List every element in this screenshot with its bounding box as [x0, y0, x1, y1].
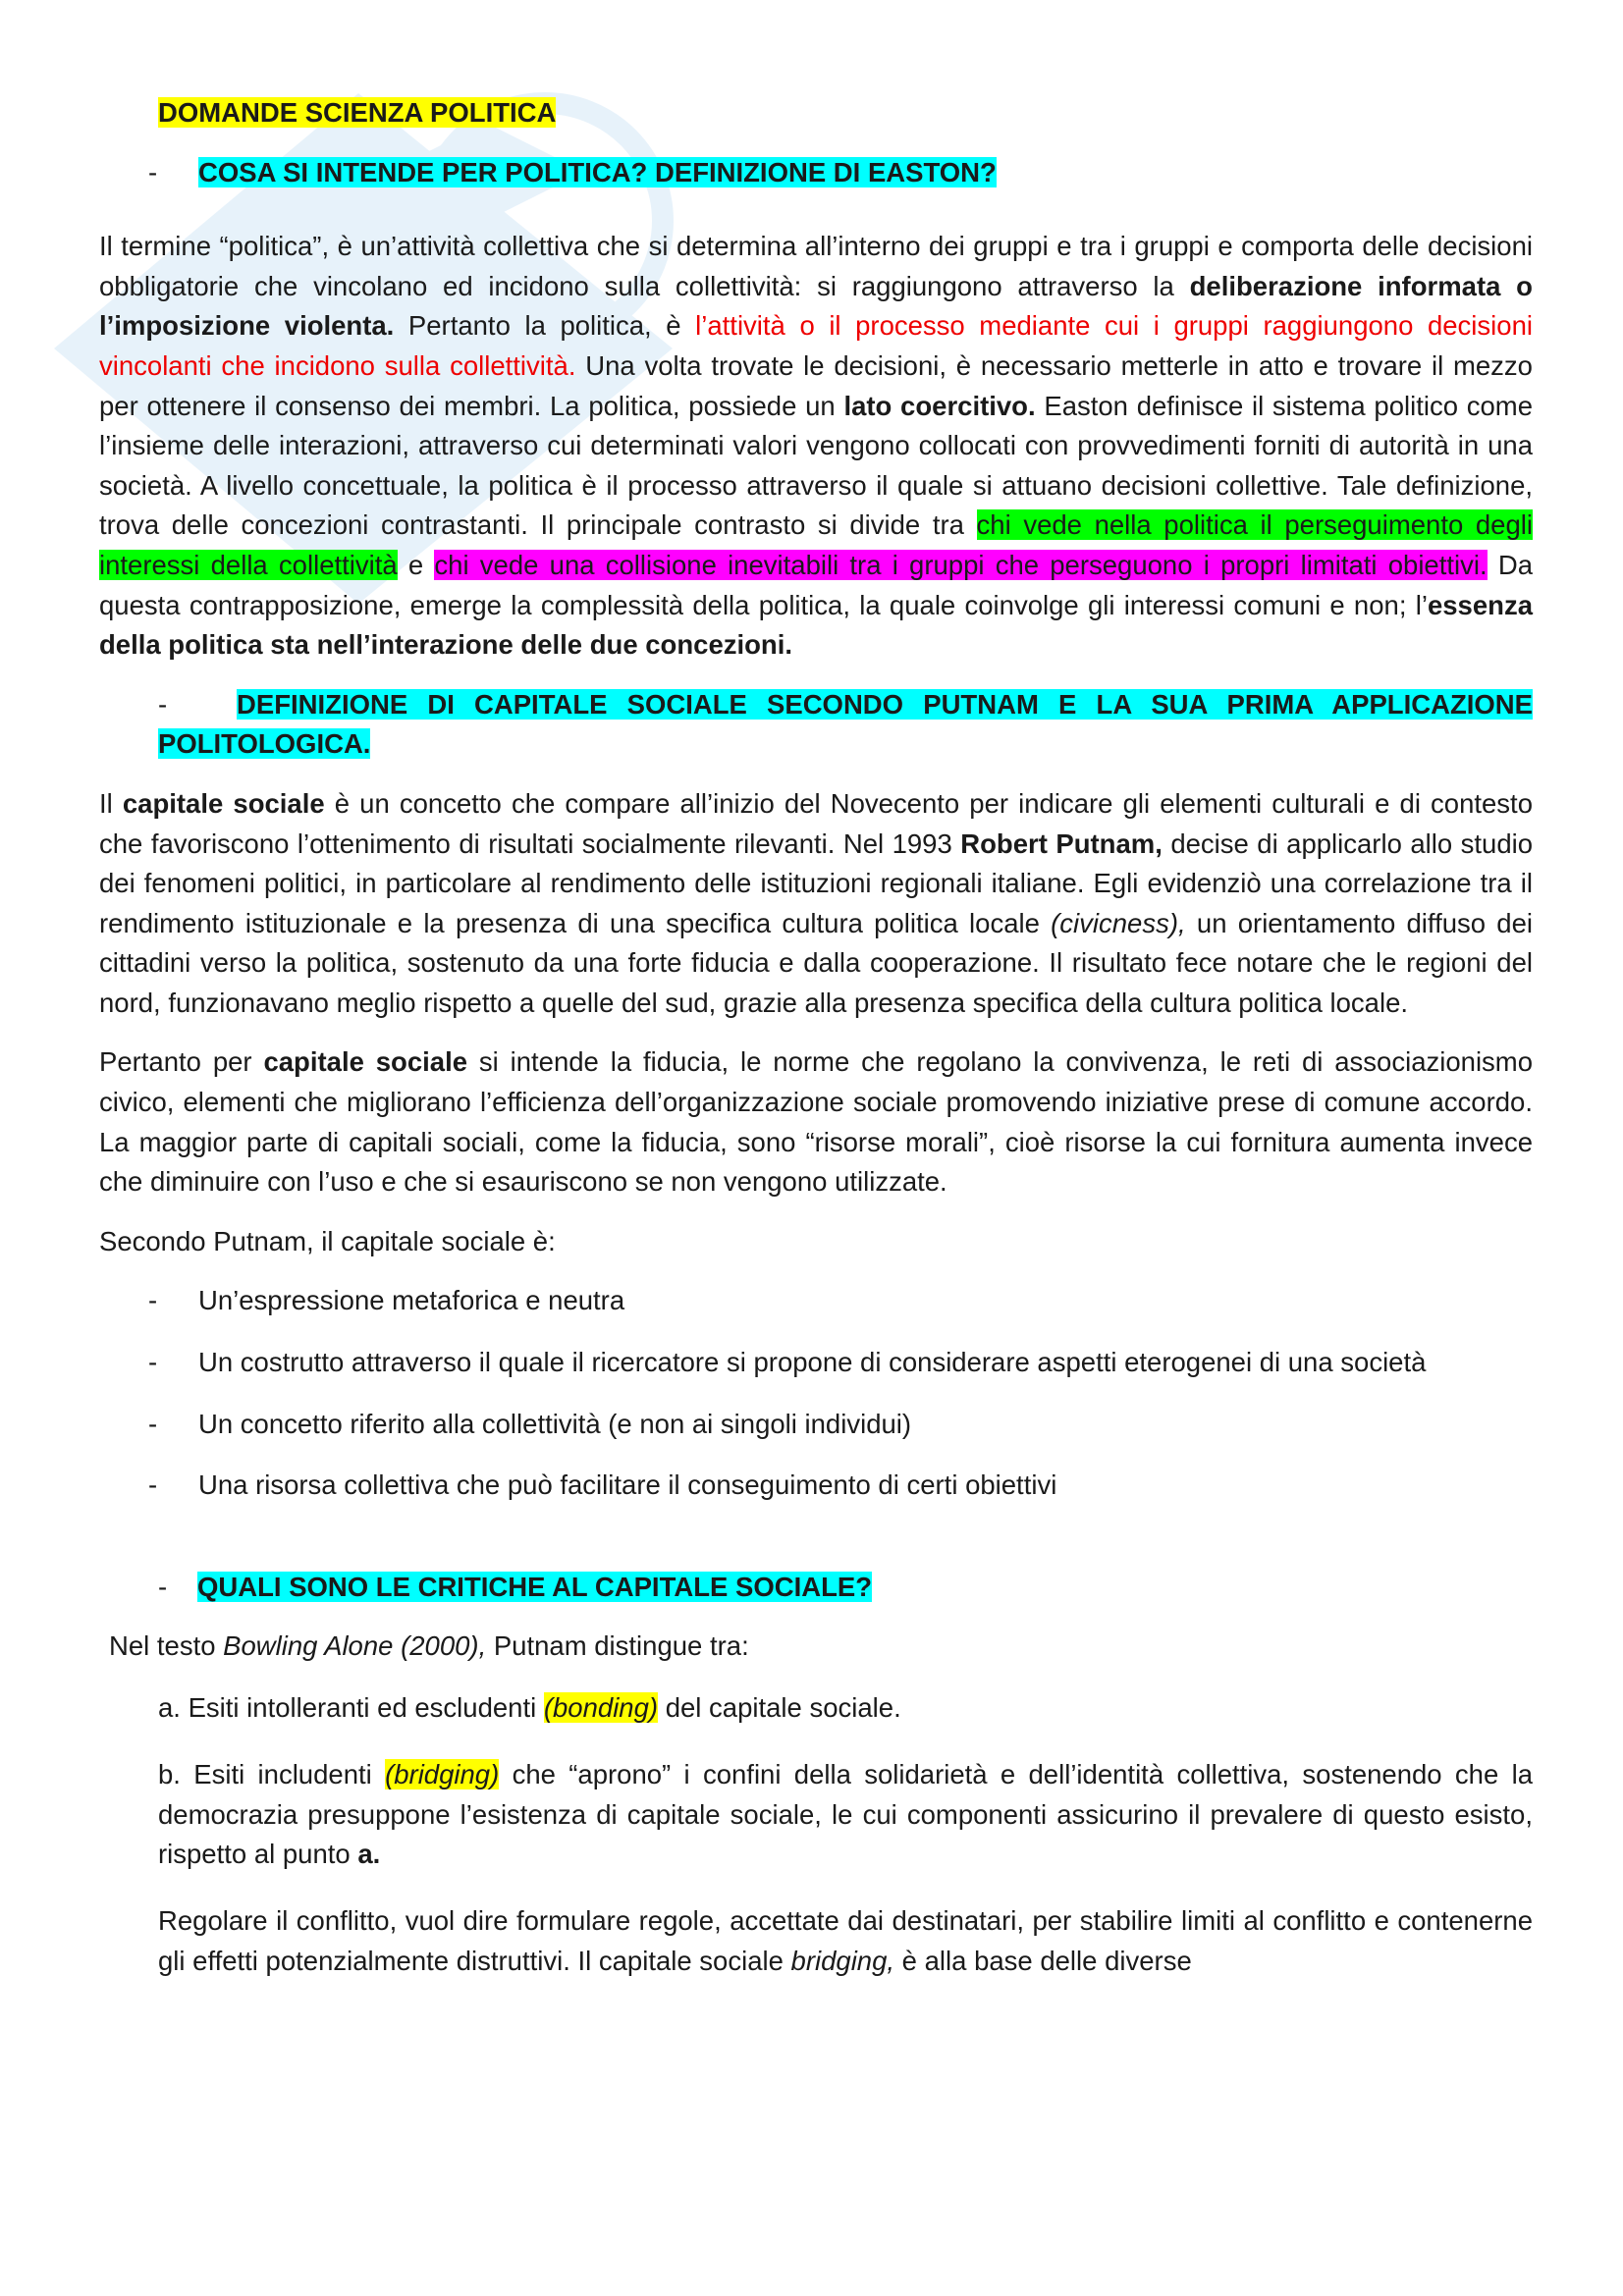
list-item: - Un concetto riferito alla collettività (e non ai singoli individui)	[148, 1408, 912, 1439]
paragraph-capitale-sociale: Il capitale sociale è un concetto che compare all’inizio del Novecento per indicare gli elementi culturali e di contesto che favoriscono l’ottenimento di risultati socialmente rilevanti. Nel 1993 Robert Putnam, decise di applicarlo allo studio dei fenomeni politici, in particolare al rendimento delle istituzioni regionali italiane. Egli evidenziò una correlazione tra il rendimento istituzionale e la presenza di una specifica cultura politica locale (civicness), un orientamento diffuso dei cittadini verso la politica, sostenuto da una forte fiducia e dalla cooperazione. Il risultato fece notare che le regioni del nord, funzionavano meglio rispetto a quelle del sud, grazie alla presenza specifica della cultura politica locale.	[99, 787, 1534, 1018]
document-title: DOMANDE SCIENZA POLITICA	[158, 97, 557, 128]
document-body	[99, 93, 1533, 2008]
paragraph-secondo-putnam: Secondo Putnam, il capitale sociale è:	[99, 1225, 556, 1256]
question-1-heading: - COSA SI INTENDE PER POLITICA? DEFINIZIONE DI EASTON?	[148, 156, 997, 187]
paragraph-definizione: Pertanto per capitale sociale si intende la fiducia, le norme che regolano la convivenza, le reti di associazionismo civico, elementi che migliorano l’efficienza dell’organizzazione sociale promovendo iniziative prese di comune accordo. La maggior parte di capitali sociali, come la fiducia, sono “risorse morali”, cioè risorse la cui fornitura aumenta invece che diminuire con l’uso e che si esauriscono se non vengono utilizzate.	[99, 1046, 1534, 1198]
list-item-a: a. Esiti intolleranti ed escludenti (bonding) del capitale sociale.	[158, 1692, 901, 1723]
list-item: - Una risorsa collettiva che può facilitare il conseguimento di certi obiettivi	[148, 1469, 1057, 1501]
list-item: - Un’espressione metaforica e neutra	[148, 1285, 625, 1316]
list-item-b: b. Esiti includenti (bridging) che “aprono” i confini della solidarietà e dell’identità collettiva, sostenendo che la democrazia presuppone l’esistenza di capitale sociale, le cui componenti assicurino il prevalere di questo esisto, rispetto al punto a.	[158, 1759, 1534, 1870]
question-3-heading: - QUALI SONO LE CRITICHE AL CAPITALE SOCIALE?	[158, 1571, 873, 1602]
paragraph-bowling-alone: Nel testo Bowling Alone (2000), Putnam distingue tra:	[109, 1630, 749, 1662]
list-item: - Un costrutto attraverso il quale il ricercatore si propone di considerare aspetti eterogenei di una società	[148, 1347, 1427, 1378]
paragraph-regolare-conflitto: Regolare il conflitto, vuol dire formulare regole, accettate dai destinatari, per stabilire limiti al conflitto e contenerne gli effetti potenzialmente distruttivi. Il capitale sociale bridging, è alla base delle diverse	[158, 1905, 1533, 1976]
question-2-heading: - DEFINIZIONE DI CAPITALE SOCIALE SECONDO PUTNAM E LA SUA PRIMA APPLICAZIONE POLITOLOGICA.	[158, 688, 1533, 760]
paragraph-politica: Il termine “politica”, è un’attività collettiva che si determina all’interno dei gruppi e tra i gruppi e comporta delle decisioni obbligatorie che vincolano ed incidono sulla collettività: si raggiungono attraverso la deliberazione informata o l’imposizione violenta. Pertanto la politica, è l’attività o il processo mediante cui i gruppi raggiungono decisioni vincolanti che incidono sulla collettività. Una volta trovate le decisioni, è necessario metterle in atto e trovare il mezzo per ottenere il consenso dei membri. La politica, possiede un lato coercitivo. Easton definisce il sistema politico come l’insieme delle interazioni, attraverso cui determinati valori vengono collocati con provvedimenti forniti di autorità in una società. A livello concettuale, la politica è il processo attraverso il quale si attuano decisioni collettive. Tale definizione, trova delle concezioni contrastanti. Il principale contrasto si divide tra chi vede nella politica il perseguimento degli interessi della collettività e chi vede una collisione inevitabili tra i gruppi che perseguono i propri limitati obiettivi. Da questa contrapposizione, emerge la complessità della politica, la quale coinvolge gli interessi comuni e non; l’essenza della politica sta nell’interazione delle due concezioni.	[99, 231, 1533, 661]
